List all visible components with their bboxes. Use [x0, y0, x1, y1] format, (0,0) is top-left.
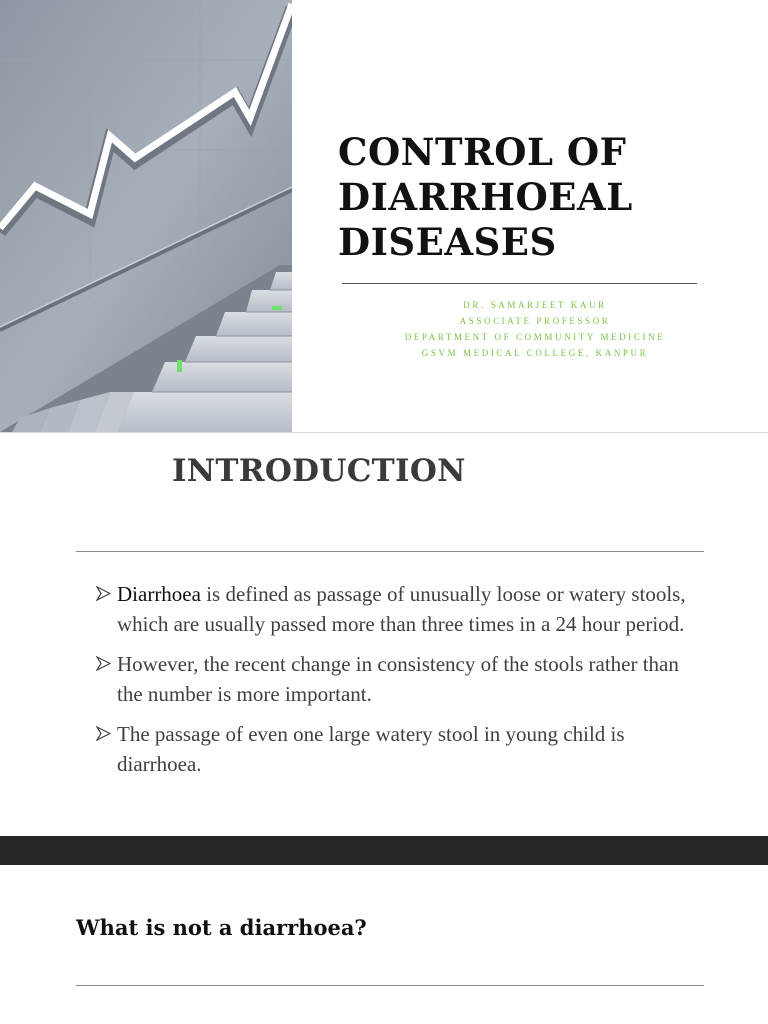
- author-institution: GSVM MEDICAL COLLEGE, KANPUR: [421, 348, 649, 358]
- slide-title: What is not a diarrhoea?: [76, 915, 367, 940]
- bullet-list: [96, 579, 686, 789]
- arrow-bullet-icon: [96, 726, 111, 741]
- author-info: [330, 297, 740, 361]
- author-designation: ASSOCIATE PROFESSOR: [459, 316, 611, 326]
- slide-title: INTRODUCTION: [172, 453, 466, 489]
- arrow-bullet-icon: [96, 586, 111, 601]
- arrow-bullet-icon: [96, 656, 111, 671]
- stairs-arrow-illustration: [0, 0, 292, 432]
- list-item: [96, 719, 686, 779]
- author-department: DEPARTMENT OF COMMUNITY MEDICINE: [404, 332, 666, 342]
- author-name: DR. SAMARJEET KAUR: [463, 300, 607, 310]
- next-slide: [0, 865, 768, 1024]
- presentation-title-line-3: DISEASES: [338, 220, 557, 264]
- list-item: [96, 579, 686, 639]
- introduction-slide: [0, 433, 768, 836]
- presentation-title-line-1: CONTROL OF: [338, 130, 627, 174]
- title-divider: [76, 551, 704, 552]
- title-divider: [76, 985, 704, 986]
- title-slide: [0, 0, 768, 432]
- slide-gap-band: [0, 836, 768, 865]
- list-item: [96, 649, 686, 709]
- presentation-title-line-2: DIARRHOEAL: [338, 175, 633, 219]
- bullet-text: However, the recent change in consistency of the stools rather than the number is more important.: [117, 652, 679, 706]
- bullet-text: is defined as passage of unusually loose or watery stools, which are usually passed more than three times in a 24 hour period.: [117, 582, 686, 636]
- title-block: [338, 130, 738, 265]
- cover-image-stairs: [0, 0, 292, 432]
- defined-term: Diarrhoea: [117, 582, 201, 606]
- bullet-text: The passage of even one large watery stool in young child is diarrhoea.: [117, 722, 625, 776]
- title-divider: [342, 283, 697, 284]
